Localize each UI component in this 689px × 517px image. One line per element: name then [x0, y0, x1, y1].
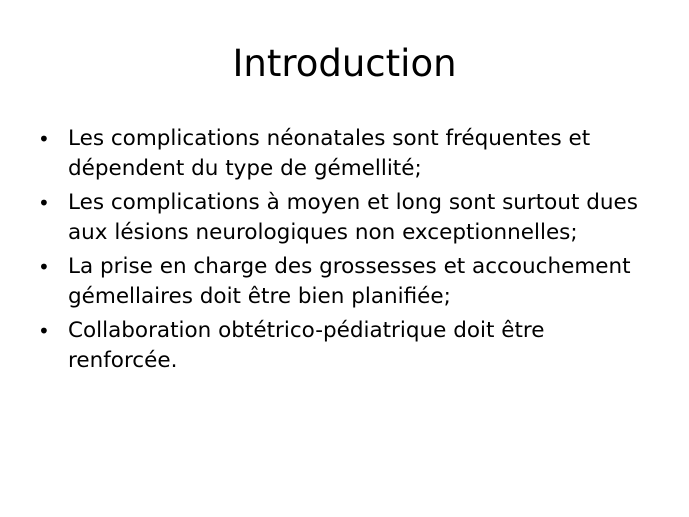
- bullet-item: [38, 188, 658, 248]
- bullet-item: [38, 316, 658, 376]
- bullet-text: Les complications néonatales sont fréquentes et dépendent du type de gémellité;: [68, 126, 591, 181]
- bullet-item: [38, 252, 658, 312]
- bullet-text: Les complications à moyen et long sont surtout dues aux lésions neurologiques non exceptionnelles;: [68, 190, 638, 245]
- bullet-marker: •: [38, 319, 50, 343]
- bullet-marker: •: [38, 127, 50, 151]
- bullet-marker: •: [38, 191, 50, 215]
- bullet-text: La prise en charge des grossesses et accouchement gémellaires doit être bien planifiée;: [68, 254, 631, 309]
- bullet-list: [38, 124, 658, 380]
- bullet-marker: •: [38, 255, 50, 279]
- slide-title: Introduction: [232, 42, 457, 85]
- bullet-item: [38, 124, 658, 184]
- bullet-text: Collaboration obtétrico-pédiatrique doit être renforcée.: [68, 318, 545, 373]
